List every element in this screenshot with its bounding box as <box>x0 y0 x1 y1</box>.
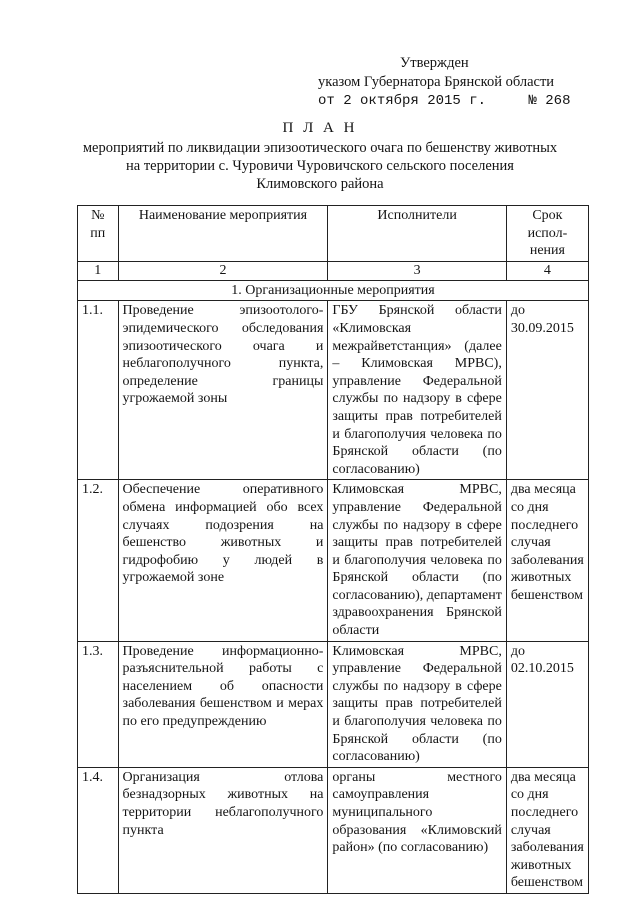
header-executors: Исполнители <box>328 206 506 262</box>
subtitle-line: мероприятий по ликвидации эпизоотического очага по бешенству животных <box>82 140 558 156</box>
column-number: 2 <box>118 261 328 280</box>
decree-date: 2 октября 2015 г. <box>343 93 487 109</box>
row-term: до 02.10.2015 <box>506 641 588 767</box>
row-number: 1.3. <box>78 641 119 767</box>
table-row <box>78 301 589 480</box>
number-label: № <box>528 93 537 109</box>
date-prefix: от <box>318 93 335 109</box>
section-title: 1. Организационные мероприятия <box>78 280 589 301</box>
column-number: 1 <box>78 261 119 280</box>
row-number: 1.2. <box>78 480 119 641</box>
document-subtitle <box>70 139 570 193</box>
table-row <box>78 480 589 641</box>
table-row <box>78 641 589 767</box>
subtitle-line: на территории с. Чуровичи Чуровичского сельского поселения <box>126 158 514 174</box>
document-title: П Л А Н <box>282 120 358 136</box>
column-number: 3 <box>328 261 506 280</box>
row-executors: ГБУ Брянской области «Климовская межрайветстанция» (далее – Климовская МРВС), управление Федеральной службы по надзору в сфере защиты прав потребителей и благополучия человека по Брянской области (по согласованию) <box>328 301 506 480</box>
row-term: до 30.09.2015 <box>506 301 588 480</box>
row-term: два месяца со дня последнего случая заболевания животных бешенством <box>506 480 588 641</box>
approved-label: Утвержден <box>400 55 469 71</box>
row-activity: Проведение эпизоотолого-эпидемического обследования эпизоотического очага и неблагополучного пункта, определение границы угрожаемой зоны <box>118 301 328 480</box>
subtitle-line: Климовского района <box>256 176 384 192</box>
decree-number: 268 <box>545 93 571 109</box>
header-name: Наименование мероприятия <box>118 206 328 262</box>
plan-table <box>77 205 589 894</box>
row-number: 1.4. <box>78 767 119 893</box>
row-activity: Организация отлова безнадзорных животных на территории неблагополучного пункта <box>118 767 328 893</box>
row-number: 1.1. <box>78 301 119 480</box>
row-executors: Климовская МРВС, управление Федеральной службы по надзору в сфере защиты прав потребителей и благополучия человека по Брянской области (по согласованию), департамент здравоохранения Брянской области <box>328 480 506 641</box>
header-term: Срок испол- нения <box>506 206 588 262</box>
approval-stamp <box>318 54 618 111</box>
row-executors: Климовская МРВС, управление Федеральной службы по надзору в сфере защиты прав потребителей и благополучия человека по Брянской области (по согласованию) <box>328 641 506 767</box>
approved-by: указом Губернатора Брянской области <box>318 74 555 90</box>
header-row <box>78 206 589 262</box>
header-no: № пп <box>78 206 119 262</box>
row-activity: Проведение информационно-разъяснительной работы с населением об опасности заболевания бешенством и мерах по его предупреждению <box>118 641 328 767</box>
table-row <box>78 767 589 893</box>
column-number: 4 <box>506 261 588 280</box>
row-activity: Обеспечение оперативного обмена информацией обо всех случаях подозрения на бешенство животных и гидрофобию у людей в угрожаемой зоне <box>118 480 328 641</box>
decree-date-line <box>318 92 618 111</box>
column-number-row <box>78 261 589 280</box>
row-term: два месяца со дня последнего случая заболевания животных бешенством <box>506 767 588 893</box>
row-executors: органы местного самоуправления муниципального образования «Климовский район» (по согласованию) <box>328 767 506 893</box>
section-row <box>78 280 589 301</box>
